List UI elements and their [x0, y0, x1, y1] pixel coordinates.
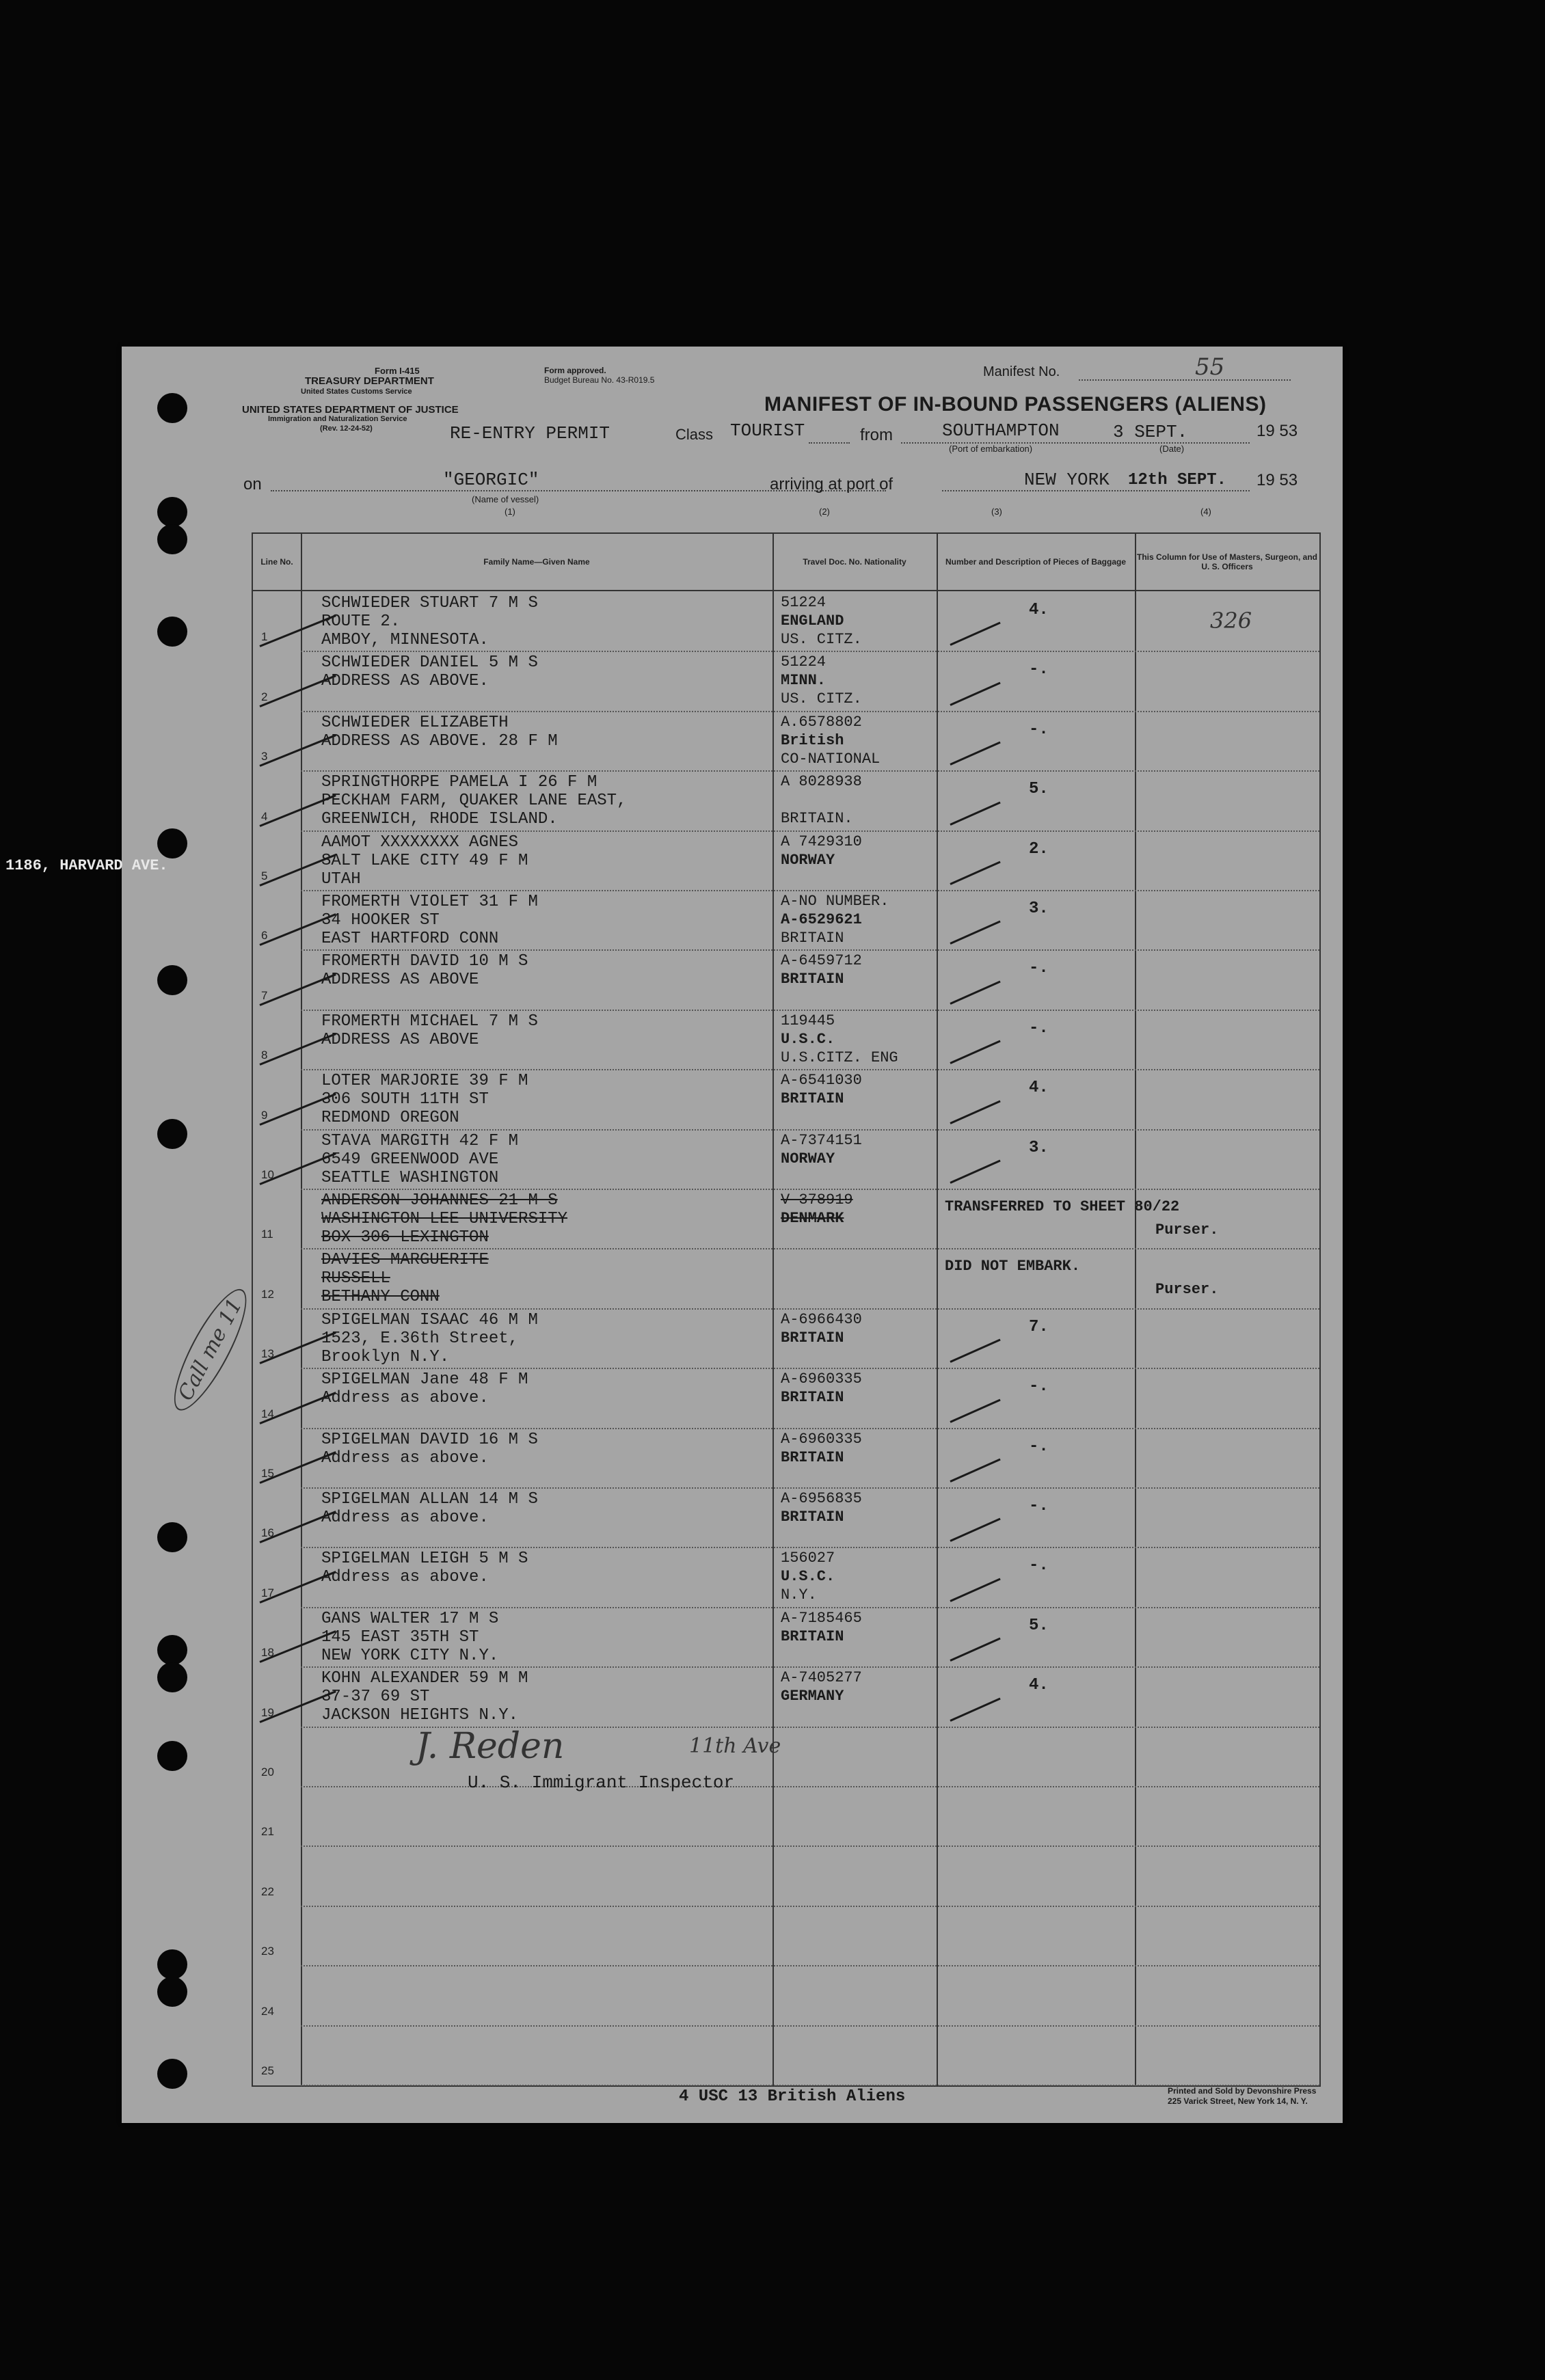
travel-doc-number: A-6960335 [781, 1370, 862, 1388]
nationality: BRITAIN [781, 1627, 844, 1645]
punch-hole [157, 617, 187, 647]
passenger-name: SCHWIEDER STUART 7 M S [321, 594, 538, 612]
nationality: A-6529621 [781, 911, 862, 928]
line-number: 21 [261, 1825, 274, 1839]
passenger-address: NEW YORK CITY N.Y. [321, 1646, 499, 1665]
passenger-name: ANDERSON JOHANNES 21 M S [321, 1191, 558, 1210]
travel-doc-number: A-NO NUMBER. [781, 893, 889, 910]
travel-doc-number: A 7429310 [781, 833, 862, 850]
header-baggage: Number and Description of Pieces of Baggage [937, 534, 1135, 591]
passenger-address: ADDRESS AS ABOVE. [321, 672, 489, 691]
official-use-note: 326 [1210, 608, 1252, 634]
header-official-use: This Column for Use of Masters, Surgeon, and U. S. Officers [1135, 534, 1319, 591]
nationality: ENGLAND [781, 612, 844, 630]
nationality: BRITAIN [781, 971, 844, 988]
line-number: 7 [261, 988, 268, 1002]
form-approved: Form approved. [544, 366, 606, 375]
purser-note: Purser. [1155, 1281, 1219, 1299]
line-number: 18 [261, 1646, 274, 1660]
passenger-name: FROMERTH DAVID 10 M S [321, 952, 528, 971]
nationality: GERMANY [781, 1688, 844, 1705]
port-caption: (Port of embarkation) [949, 444, 1033, 454]
nationality: BRITAIN [781, 1389, 844, 1407]
passenger-name: SPIGELMAN DAVID 16 M S [321, 1430, 538, 1449]
passenger-address: 34 HOOKER ST [321, 911, 440, 930]
baggage-pieces: 5. [1029, 1616, 1049, 1635]
nationality: BRITAIN [781, 1090, 844, 1108]
line-number: 5 [261, 869, 268, 882]
nationality: BRITAIN [781, 930, 844, 947]
line-number: 13 [261, 1347, 274, 1361]
baggage-pieces: 4. [1029, 1676, 1049, 1695]
travel-doc-number: A.6578802 [781, 713, 862, 731]
line-number: 8 [261, 1049, 268, 1062]
travel-doc-number: 51224 [781, 653, 827, 671]
dotline [809, 442, 850, 444]
budget-bureau: Budget Bureau No. 43-R019.5 [544, 375, 655, 385]
travel-doc-number: A-6459712 [781, 952, 862, 970]
justice-dept: UNITED STATES DEPARTMENT OF JUSTICE [242, 404, 459, 416]
baggage-pieces: 4. [1029, 1079, 1049, 1098]
passenger-address: ADDRESS AS ABOVE [321, 971, 479, 990]
header-name: Family Name—Given Name [301, 534, 772, 591]
dotline [901, 442, 1250, 444]
passenger-address: BETHANY CONN [321, 1288, 440, 1307]
header-line-no: Line No. [253, 534, 301, 591]
ins-label: Immigration and Naturalization Service [268, 415, 407, 423]
inspector-signature: J. Reden [416, 1726, 565, 1767]
passenger-address: REDMOND OREGON [321, 1109, 459, 1128]
nationality: N.Y. [781, 1586, 817, 1604]
purser-note: Purser. [1155, 1221, 1219, 1239]
line-number: 1 [261, 630, 268, 644]
punch-hole [157, 1977, 187, 2007]
nationality: NORWAY [781, 851, 835, 869]
table-row [301, 1906, 1319, 1966]
passenger-address: ADDRESS AS ABOVE. 28 F M [321, 731, 558, 750]
baggage-pieces: -. [1029, 660, 1049, 679]
line-number: 9 [261, 1108, 268, 1122]
passenger-name: KOHN ALEXANDER 59 M M [321, 1669, 528, 1688]
table-row [301, 1965, 1319, 2026]
baggage-pieces: -. [1029, 959, 1049, 978]
col-3-marker: (3) [991, 506, 1002, 517]
vessel-caption: (Name of vessel) [472, 494, 539, 504]
on-label: on [243, 475, 262, 493]
customs-service: United States Customs Service [301, 388, 412, 396]
punch-hole [157, 2059, 187, 2089]
punch-hole [157, 1635, 187, 1665]
embark-date: 3 SEPT. [1113, 422, 1188, 442]
passenger-address: AMBOY, MINNESOTA. [321, 631, 489, 649]
arriving-label: arriving at port of [770, 475, 894, 493]
manifest-table [252, 532, 1321, 2087]
passenger-address: ADDRESS AS ABOVE [321, 1030, 479, 1049]
travel-doc-number: 156027 [781, 1550, 835, 1567]
passenger-address: PECKHAM FARM, QUAKER LANE EAST, [321, 792, 627, 811]
passenger-address: 145 EAST 35TH ST [321, 1627, 479, 1647]
passenger-address: RUSSELL [321, 1269, 390, 1288]
nationality: CO-NATIONAL [781, 750, 881, 768]
punch-hole [157, 524, 187, 554]
nationality: US. CITZ. [781, 631, 862, 648]
passenger-address: Address as above. [321, 1389, 489, 1408]
baggage-pieces: 7. [1029, 1317, 1049, 1336]
baggage-pieces: -. [1029, 1437, 1049, 1456]
line-number: 14 [261, 1407, 274, 1420]
punch-hole [157, 393, 187, 423]
passenger-name: DAVIES MARGUERITE [321, 1251, 489, 1270]
line-number: 10 [261, 1168, 274, 1181]
line-number: 22 [261, 1884, 274, 1898]
line-number: 23 [261, 1945, 274, 1958]
nationality: MINN. [781, 672, 827, 690]
passenger-name: SPIGELMAN Jane 48 F M [321, 1370, 528, 1390]
manifest-no-label: Manifest No. [983, 364, 1060, 379]
table-row [301, 1786, 1319, 1847]
passenger-name: SPRINGTHORPE PAMELA I 26 F M [321, 773, 597, 792]
printer-line-2: 225 Varick Street, New York 14, N. Y. [1168, 2096, 1308, 2106]
manifest-page [5, 347, 1343, 2123]
form-number: Form I-415 [375, 366, 420, 376]
table-row [301, 1845, 1319, 1906]
class-label: Class [675, 426, 714, 443]
passenger-name: AAMOT XXXXXXXX AGNES [321, 833, 519, 852]
baggage-pieces: TRANSFERRED TO SHEET 80/22 [945, 1198, 1180, 1215]
passenger-name: FROMERTH MICHAEL 7 M S [321, 1012, 538, 1031]
line-number: 11 [261, 1228, 273, 1241]
nationality: NORWAY [781, 1150, 835, 1167]
passenger-address: Brooklyn N.Y. [321, 1347, 450, 1366]
travel-doc-number: A-6541030 [781, 1072, 862, 1090]
baggage-pieces: DID NOT EMBARK. [945, 1258, 1081, 1275]
nationality: U.S.CITZ. ENG [781, 1049, 898, 1066]
travel-doc-number: A-7185465 [781, 1609, 862, 1627]
passenger-address: BOX 306 LEXINGTON [321, 1228, 489, 1247]
manifest-title: MANIFEST OF IN-BOUND PASSENGERS (ALIENS) [764, 393, 1267, 416]
travel-doc-number: A-6966430 [781, 1310, 862, 1328]
passenger-address: SALT LAKE CITY 49 F M [321, 851, 528, 870]
line-number: 4 [261, 809, 268, 823]
passenger-name: STAVA MARGITH 42 F M [321, 1131, 519, 1150]
dotline [942, 490, 1250, 491]
port-embarkation: SOUTHAMPTON [942, 420, 1060, 441]
passenger-name: SCHWIEDER ELIZABETH [321, 713, 509, 732]
baggage-pieces: -. [1029, 1377, 1049, 1396]
travel-doc-number: A 8028938 [781, 773, 862, 791]
manifest-no: 55 [1195, 353, 1225, 381]
passenger-address: SEATTLE WASHINGTON [321, 1168, 499, 1187]
class-value: TOURIST [730, 420, 805, 441]
travel-doc-number: A-7405277 [781, 1669, 862, 1687]
passenger-address: Address as above. [321, 1509, 489, 1527]
header-doc: Travel Doc. No. Nationality [772, 534, 937, 591]
reentry-permit: RE-ENTRY PERMIT [450, 423, 610, 444]
baggage-pieces: 3. [1029, 1138, 1049, 1157]
passenger-address: 1523, E.36th Street, [321, 1329, 519, 1348]
line-number: 16 [261, 1526, 274, 1540]
totals: 4 USC 13 British Aliens [679, 2087, 906, 2106]
nationality: BRITAIN [781, 1329, 844, 1347]
travel-doc-number: 119445 [781, 1012, 835, 1029]
passenger-address: ROUTE 2. [321, 612, 401, 631]
travel-doc-number: A-7374151 [781, 1131, 862, 1149]
call-note: Call me 11 [162, 1281, 259, 1419]
travel-doc-number: 51224 [781, 594, 827, 611]
travel-doc-number: A-6960335 [781, 1430, 862, 1448]
nationality: U.S.C. [781, 1568, 835, 1586]
passenger-address: 6549 GREENWOOD AVE [321, 1150, 499, 1169]
table-row [301, 2025, 1319, 2086]
line-number: 15 [261, 1467, 274, 1480]
baggage-pieces: -. [1029, 1018, 1049, 1038]
punch-hole [157, 1949, 187, 1979]
manifest-no-line [1079, 379, 1291, 381]
line-number: 12 [261, 1287, 274, 1301]
nationality: BRITAIN [781, 1448, 844, 1466]
year-2: 19 53 [1257, 471, 1298, 489]
baggage-pieces: 4. [1029, 601, 1049, 619]
passenger-name: SPIGELMAN ALLAN 14 M S [321, 1490, 538, 1509]
line-number: 2 [261, 690, 268, 703]
line-number: 17 [261, 1586, 274, 1599]
margin-address-note: 1186, HARVARD AVE. [5, 857, 168, 874]
treasury-dept: TREASURY DEPARTMENT [305, 375, 434, 387]
travel-doc-number: V-378919 [781, 1191, 853, 1208]
passenger-address: WASHINGTON LEE UNIVERSITY [321, 1210, 568, 1228]
nationality: DENMARK [781, 1210, 844, 1227]
baggage-pieces: 2. [1029, 839, 1049, 858]
nationality: U.S.C. [781, 1030, 835, 1048]
passenger-name: SCHWIEDER DANIEL 5 M S [321, 653, 538, 673]
punch-hole [157, 1662, 187, 1692]
col-1-marker: (1) [505, 506, 515, 517]
arrival-date: 12th SEPT. [1128, 471, 1227, 489]
passenger-name: GANS WALTER 17 M S [321, 1609, 499, 1628]
punch-hole [157, 828, 187, 858]
printer-line-1: Printed and Sold by Devonshire Press [1168, 2086, 1317, 2096]
passenger-name: FROMERTH VIOLET 31 F M [321, 893, 538, 911]
passenger-name: LOTER MARJORIE 39 F M [321, 1072, 528, 1091]
passenger-address: JACKSON HEIGHTS N.Y. [321, 1706, 519, 1725]
passenger-address: 306 SOUTH 11TH ST [321, 1090, 489, 1109]
baggage-pieces: -. [1029, 1556, 1049, 1576]
travel-doc-number: A-6956835 [781, 1490, 862, 1507]
line-number: 24 [261, 2004, 274, 2018]
line-number: 3 [261, 750, 268, 763]
nationality: British [781, 731, 844, 749]
inspector-label: U. S. Immigrant Inspector [468, 1772, 735, 1793]
punch-hole [157, 1119, 187, 1149]
passenger-address: Address as above. [321, 1448, 489, 1468]
col-2-marker: (2) [819, 506, 830, 517]
baggage-pieces: -. [1029, 720, 1049, 739]
col-4-marker: (4) [1200, 506, 1211, 517]
line-number: 6 [261, 929, 268, 943]
year-1: 19 53 [1257, 422, 1298, 440]
nationality: BRITAIN. [781, 810, 853, 828]
inspector-extra-note: 11th Ave [689, 1734, 781, 1758]
line-number: 20 [261, 1766, 274, 1779]
baggage-pieces: 3. [1029, 900, 1049, 918]
passenger-address: UTAH [321, 869, 361, 889]
date-caption: (Date) [1159, 444, 1185, 454]
revision: (Rev. 12-24-52) [320, 424, 373, 433]
passenger-name: SPIGELMAN ISAAC 46 M M [321, 1310, 538, 1329]
passenger-name: SPIGELMAN LEIGH 5 M S [321, 1550, 528, 1569]
line-number: 19 [261, 1705, 274, 1719]
passenger-address: EAST HARTFORD CONN [321, 930, 499, 948]
passenger-address: Address as above. [321, 1568, 489, 1587]
nationality: BRITAIN [781, 1509, 844, 1526]
punch-hole [157, 497, 187, 527]
arrival-port: NEW YORK [1024, 470, 1110, 490]
baggage-pieces: -. [1029, 1497, 1049, 1515]
baggage-pieces: 5. [1029, 780, 1049, 799]
passenger-address: GREENWICH, RHODE ISLAND. [321, 810, 558, 829]
line-number: 25 [261, 2064, 274, 2077]
punch-hole [157, 1741, 187, 1771]
passenger-address: 37-37 69 ST [321, 1688, 430, 1707]
punch-hole [157, 965, 187, 995]
nationality: US. CITZ. [781, 690, 862, 708]
vessel-name: "GEORGIC" [443, 470, 539, 490]
punch-hole [157, 1522, 187, 1552]
from-label: from [860, 426, 893, 444]
